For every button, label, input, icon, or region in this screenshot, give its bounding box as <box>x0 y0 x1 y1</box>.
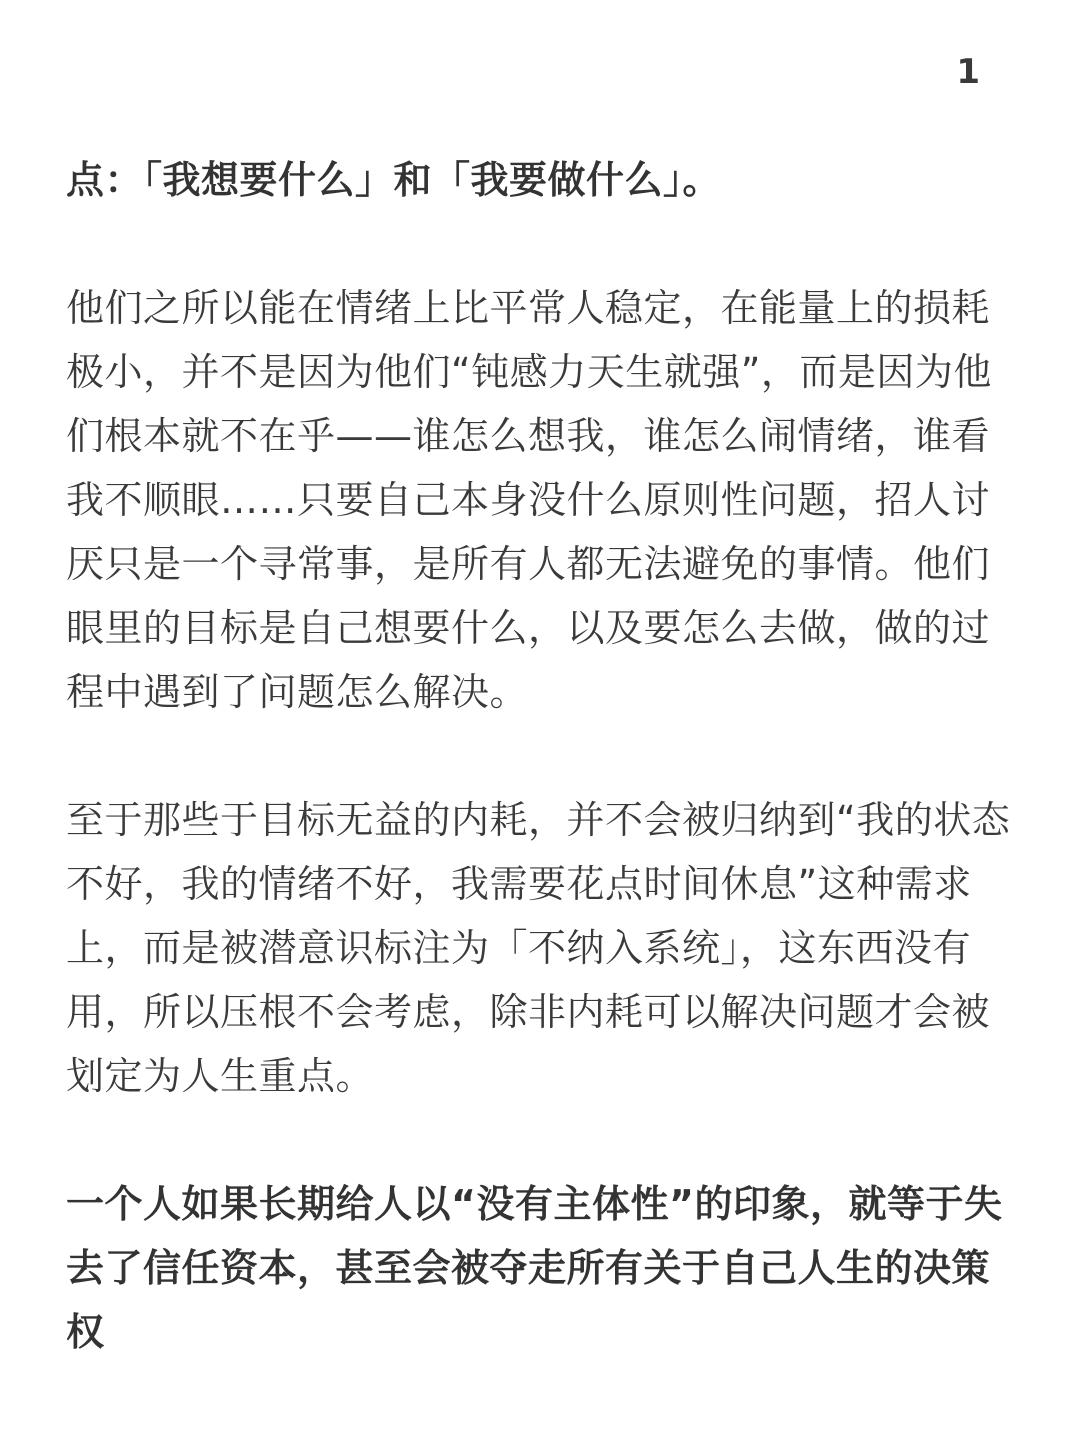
paragraph-heading: 点：「我想要什么」和「我要做什么」。 <box>66 158 722 202</box>
article-body <box>66 148 1016 1428</box>
paragraph: 他们之所以能在情绪上比平常人稳定，在能量上的损耗极小，并不是因为他们“钝感力天生就强”，而是因为他们根本就不在乎——谁怎么想我，谁怎么闹情绪，谁看我不顺眼……只要自己本身没什么原则性问题，招人讨厌只是一个寻常事，是所有人都无法避免的事情。他们眼里的目标是自己想要什么，以及要怎么去做，做的过程中遇到了问题怎么解决。 <box>66 286 992 714</box>
page-number: 1 <box>956 52 980 92</box>
paragraph-emphasis: 一个人如果长期给人以“没有主体性”的印象，就等于失去了信任资本，甚至会被夺走所有关于自己人生的决策权 <box>66 1182 1003 1354</box>
paragraph: 至于那些于目标无益的内耗，并不会被归纳到“我的状态不好，我的情绪不好，我需要花点时间休息”这种需求上，而是被潜意识标注为「不纳入系统」，这东西没有用，所以压根不会考虑，除非内耗可以解决问题才会被划定为人生重点。 <box>66 798 1011 1098</box>
